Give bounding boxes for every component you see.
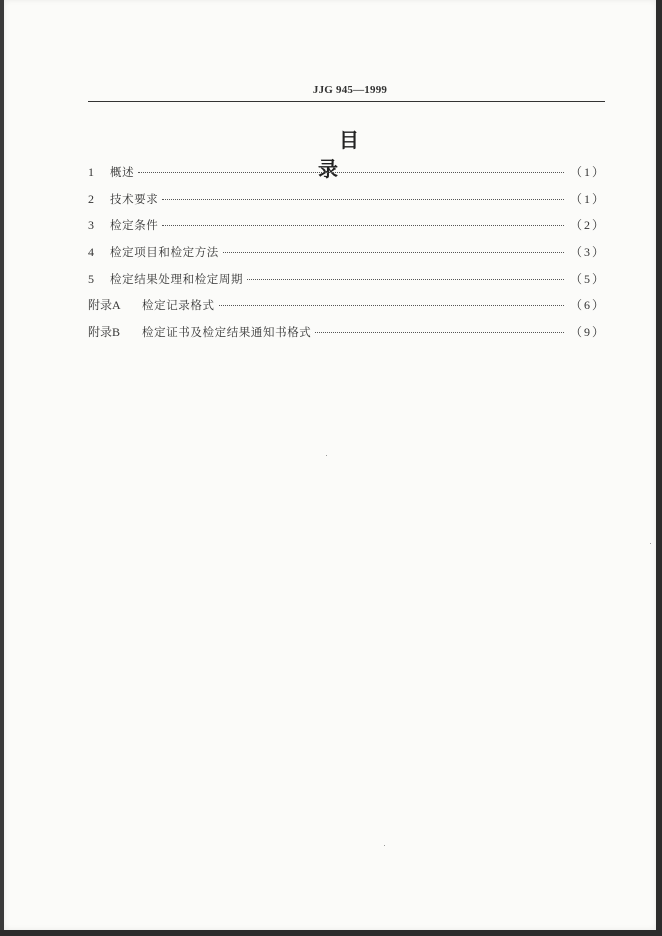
toc-entry-label: 检定结果处理和检定周期 — [110, 271, 244, 286]
toc-entry — [88, 323, 606, 350]
toc-leader-dots — [315, 332, 564, 333]
toc-entry-number: 4 — [88, 245, 94, 260]
toc-entry-number: 2 — [88, 191, 94, 206]
toc-entry — [88, 216, 606, 243]
toc-entry-page: （6） — [569, 298, 606, 313]
toc-entry-number: 附录B — [88, 325, 121, 340]
toc-entry — [88, 163, 606, 190]
document-page — [4, 0, 656, 930]
toc-entry — [88, 296, 606, 323]
page-title: 目 录 — [318, 128, 463, 181]
toc-entry-number: 1 — [88, 165, 94, 179]
toc-entry — [88, 243, 606, 270]
toc-leader-dots — [162, 199, 564, 200]
toc-leader-dots — [219, 305, 564, 306]
scan-speck — [384, 845, 385, 846]
toc-leader-dots — [247, 279, 564, 280]
toc-entry-label: 检定证书及检定结果通知书格式 — [142, 325, 312, 340]
scan-edge-bottom — [0, 930, 662, 936]
toc-entry-number: 3 — [88, 218, 94, 233]
toc-entry-page: （2） — [569, 218, 606, 233]
standard-code: JJG 945—1999 — [312, 84, 388, 96]
scan-speck — [326, 455, 327, 456]
header-rule — [88, 101, 605, 102]
toc-entry-page: （9） — [569, 325, 606, 340]
scan-speck — [650, 543, 651, 544]
toc-entry-label: 检定记录格式 — [142, 298, 215, 313]
toc-leader-dots — [138, 172, 564, 173]
toc-entry-label: 概述 — [110, 165, 135, 179]
toc-leader-dots — [223, 252, 564, 253]
toc-entry-label: 检定项目和检定方法 — [110, 245, 219, 260]
toc-entry — [88, 270, 606, 297]
toc-entry-label: 技术要求 — [110, 191, 159, 206]
toc-entry-number: 5 — [88, 271, 94, 286]
toc-entry — [88, 190, 606, 217]
table-of-contents — [88, 163, 606, 350]
toc-entry-label: 检定条件 — [110, 218, 159, 233]
toc-entry-page: （3） — [569, 245, 606, 260]
toc-entry-page: （5） — [569, 271, 606, 286]
toc-entry-page: （1） — [569, 165, 606, 179]
toc-leader-dots — [162, 225, 564, 226]
toc-entry-number: 附录A — [88, 298, 121, 313]
scan-edge-right — [656, 0, 662, 936]
toc-entry-page: （1） — [569, 191, 606, 206]
